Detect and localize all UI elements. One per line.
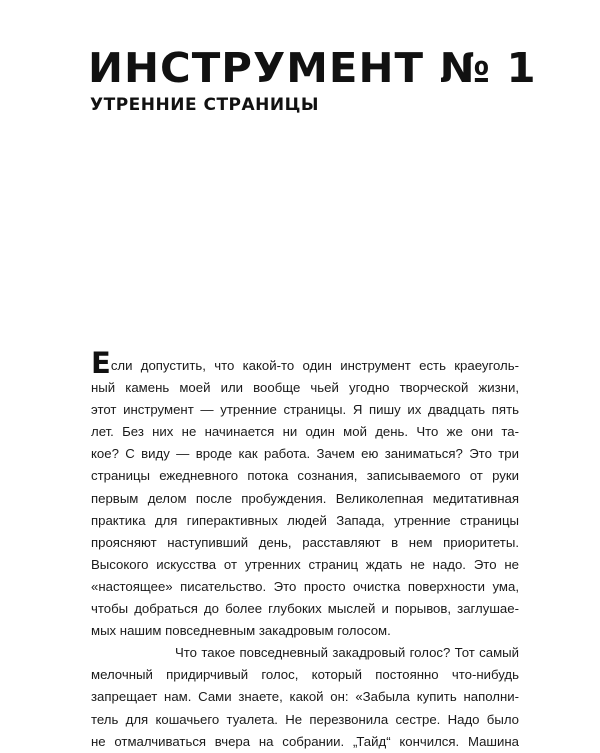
paragraph-1-line: страницы ежедневного потока сознания, записываемого от руки: [91, 468, 519, 484]
paragraph-1-line-1-text: сли допустить, что какой-то один инструмент есть краеуголь-: [110, 358, 519, 373]
paragraph-2-line: тель для кошачьего туалета. Не перезвонила сестре. Надо было: [91, 711, 519, 727]
paragraph-2-line: мелочный придирчивый голос, который постоянно что-нибудь: [91, 667, 519, 683]
paragraph-2-line: не отмалчиваться вчера на собрании. „Тайд“ кончился. Машина: [91, 733, 519, 749]
paragraph-1-line: мых нашим повседневным закадровым голосом.: [91, 623, 391, 639]
body-text: [91, 346, 519, 753]
paragraph-1-line: ный камень моей или вообще чьей угодно творческой жизни,: [91, 380, 519, 396]
paragraph-1-line: этот инструмент — утренние страницы. Я пишу их двадцать пять: [91, 402, 519, 418]
paragraph-2-line: запрещает нам. Сами знаете, какой он: «Забыла купить наполни-: [91, 689, 519, 705]
drop-cap: Е: [91, 346, 111, 380]
paragraph-2-line-1: Что такое повседневный закадровый голос? Тот самый: [175, 645, 519, 661]
chapter-title: ИНСТРУМЕНТ № 1: [88, 44, 537, 92]
paragraph-1-line: Высокого искусства от утренних страниц ждать не надо. Это не: [91, 556, 519, 572]
paragraph-1-line: проясняют наступивший день, расставляют в нем приоритеты.: [91, 534, 519, 550]
chapter-subtitle: УТРЕННИЕ СТРАНИЦЫ: [90, 95, 320, 115]
paragraph-1-line: практика для гиперактивных людей Запада, утренние страницы: [91, 512, 519, 528]
paragraph-1-line: кое? С виду — вроде как работа. Зачем ею заниматься? Это три: [91, 446, 519, 462]
paragraph-1-line: первым делом после пробуждения. Великолепная медитативная: [91, 490, 519, 506]
paragraph-1-line: «настоящее» писательство. Это просто очистка поверхности ума,: [91, 578, 519, 594]
paragraph-1-line-1: [91, 346, 519, 380]
paragraph-1-line: чтобы добраться до более глубоких мыслей и порывов, заглушае-: [91, 601, 519, 617]
paragraph-1-line: лет. Без них не начинается ни один мой день. Что же они та-: [91, 424, 519, 440]
